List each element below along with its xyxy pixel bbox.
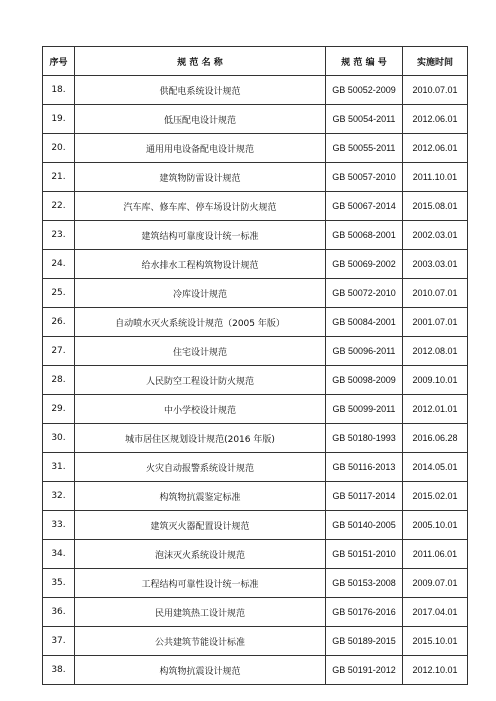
cell-index: 19. <box>43 105 75 134</box>
cell-name: 公共建筑节能设计标准 <box>75 627 326 656</box>
cell-name: 城市居住区规划设计规范(2016 年版) <box>75 424 326 453</box>
table-row <box>43 134 468 163</box>
cell-name: 泡沫灭火系统设计规范 <box>75 540 326 569</box>
cell-date: 2015.10.01 <box>403 627 468 656</box>
cell-index: 31. <box>43 453 75 482</box>
cell-index: 20. <box>43 134 75 163</box>
cell-index: 33. <box>43 511 75 540</box>
cell-code: GB 50189-2015 <box>326 627 403 656</box>
table-row <box>43 540 468 569</box>
cell-date: 2017.04.01 <box>403 598 468 627</box>
cell-index: 23. <box>43 221 75 250</box>
table-row <box>43 279 468 308</box>
cell-name: 人民防空工程设计防火规范 <box>75 366 326 395</box>
cell-date: 2012.01.01 <box>403 395 468 424</box>
cell-index: 37. <box>43 627 75 656</box>
cell-code: GB 50191-2012 <box>326 656 403 685</box>
table-row <box>43 105 468 134</box>
cell-date: 2010.07.01 <box>403 76 468 105</box>
cell-index: 28. <box>43 366 75 395</box>
cell-index: 18. <box>43 76 75 105</box>
cell-index: 24. <box>43 250 75 279</box>
cell-name: 建筑结构可靠度设计统一标准 <box>75 221 326 250</box>
cell-code: GB 50176-2016 <box>326 598 403 627</box>
cell-name: 民用建筑热工设计规范 <box>75 598 326 627</box>
cell-index: 22. <box>43 192 75 221</box>
cell-index: 30. <box>43 424 75 453</box>
cell-name: 火灾自动报警系统设计规范 <box>75 453 326 482</box>
cell-code: GB 50057-2010 <box>326 163 403 192</box>
cell-code: GB 50072-2010 <box>326 279 403 308</box>
cell-name: 工程结构可靠性设计统一标准 <box>75 569 326 598</box>
table-row <box>43 76 468 105</box>
table-row <box>43 656 468 685</box>
cell-date: 2011.06.01 <box>403 540 468 569</box>
table-row <box>43 221 468 250</box>
cell-date: 2015.02.01 <box>403 482 468 511</box>
cell-date: 2012.06.01 <box>403 105 468 134</box>
cell-code: GB 50099-2011 <box>326 395 403 424</box>
table-row <box>43 192 468 221</box>
cell-code: GB 50098-2009 <box>326 366 403 395</box>
cell-index: 36. <box>43 598 75 627</box>
cell-name: 构筑物抗震鉴定标准 <box>75 482 326 511</box>
cell-code: GB 50055-2011 <box>326 134 403 163</box>
cell-code: GB 50140-2005 <box>326 511 403 540</box>
table-row <box>43 511 468 540</box>
cell-date: 2003.03.01 <box>403 250 468 279</box>
cell-name: 冷库设计规范 <box>75 279 326 308</box>
cell-date: 2015.08.01 <box>403 192 468 221</box>
cell-code: GB 50067-2014 <box>326 192 403 221</box>
cell-code: GB 50068-2001 <box>326 221 403 250</box>
table-row <box>43 366 468 395</box>
cell-code: GB 50069-2002 <box>326 250 403 279</box>
cell-code: GB 50180-1993 <box>326 424 403 453</box>
standards-table <box>42 46 468 685</box>
table-row <box>43 598 468 627</box>
cell-date: 2012.06.01 <box>403 134 468 163</box>
cell-date: 2016.06.28 <box>403 424 468 453</box>
cell-code: GB 50116-2013 <box>326 453 403 482</box>
cell-index: 38. <box>43 656 75 685</box>
cell-date: 2010.07.01 <box>403 279 468 308</box>
table-body <box>43 76 468 685</box>
table-header-row <box>43 47 468 76</box>
cell-date: 2009.10.01 <box>403 366 468 395</box>
cell-date: 2012.08.01 <box>403 337 468 366</box>
cell-date: 2014.05.01 <box>403 453 468 482</box>
cell-code: GB 50096-2011 <box>326 337 403 366</box>
cell-index: 25. <box>43 279 75 308</box>
cell-code: GB 50084-2001 <box>326 308 403 337</box>
table-row <box>43 395 468 424</box>
cell-code: GB 50054-2011 <box>326 105 403 134</box>
header-code: 规 范 编 号 <box>326 47 403 76</box>
table-row <box>43 337 468 366</box>
cell-date: 2002.03.01 <box>403 221 468 250</box>
cell-code: GB 50052-2009 <box>326 76 403 105</box>
cell-name: 给水排水工程构筑物设计规范 <box>75 250 326 279</box>
table-row <box>43 250 468 279</box>
cell-date: 2012.10.01 <box>403 656 468 685</box>
cell-name: 建筑物防雷设计规范 <box>75 163 326 192</box>
cell-date: 2001.07.01 <box>403 308 468 337</box>
table-row <box>43 424 468 453</box>
cell-name: 供配电系统设计规范 <box>75 76 326 105</box>
cell-date: 2009.07.01 <box>403 569 468 598</box>
cell-index: 26. <box>43 308 75 337</box>
table-row <box>43 453 468 482</box>
cell-name: 通用用电设备配电设计规范 <box>75 134 326 163</box>
cell-date: 2005.10.01 <box>403 511 468 540</box>
header-index: 序号 <box>43 47 75 76</box>
cell-index: 21. <box>43 163 75 192</box>
cell-index: 34. <box>43 540 75 569</box>
table-row <box>43 163 468 192</box>
cell-name: 中小学校设计规范 <box>75 395 326 424</box>
table-row <box>43 627 468 656</box>
cell-index: 35. <box>43 569 75 598</box>
cell-date: 2011.10.01 <box>403 163 468 192</box>
cell-name: 构筑物抗震设计规范 <box>75 656 326 685</box>
table-row <box>43 482 468 511</box>
table-row <box>43 308 468 337</box>
cell-name: 汽车库、修车库、停车场设计防火规范 <box>75 192 326 221</box>
cell-name: 住宅设计规范 <box>75 337 326 366</box>
cell-name: 自动喷水灭火系统设计规范（2005 年版） <box>75 308 326 337</box>
cell-name: 建筑灭火器配置设计规范 <box>75 511 326 540</box>
cell-index: 29. <box>43 395 75 424</box>
cell-index: 32. <box>43 482 75 511</box>
cell-code: GB 50117-2014 <box>326 482 403 511</box>
cell-name: 低压配电设计规范 <box>75 105 326 134</box>
cell-code: GB 50151-2010 <box>326 540 403 569</box>
cell-code: GB 50153-2008 <box>326 569 403 598</box>
header-date: 实施时间 <box>403 47 468 76</box>
cell-index: 27. <box>43 337 75 366</box>
table-row <box>43 569 468 598</box>
header-name: 规 范 名 称 <box>75 47 326 76</box>
